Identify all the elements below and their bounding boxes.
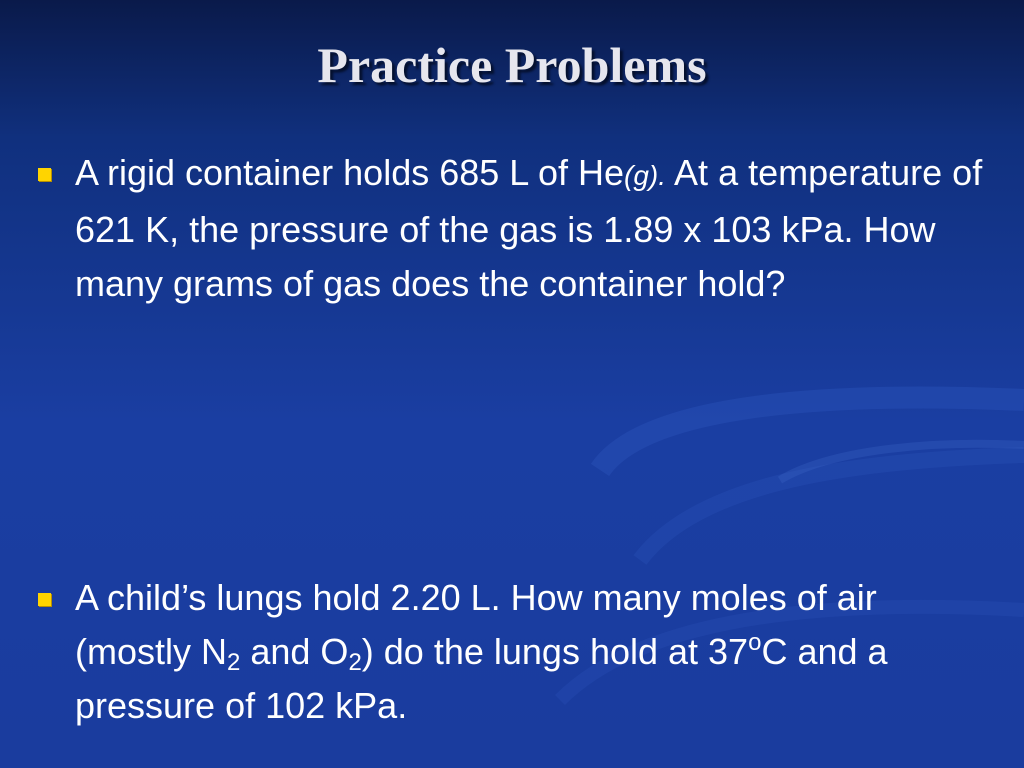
bullet-text — [75, 571, 992, 733]
bullet-item-helium-problem — [32, 146, 992, 311]
subscript: 2 — [227, 649, 241, 676]
text-run: A rigid container holds 685 L of He — [75, 152, 625, 193]
text-run: ) do the lungs hold at 37 — [361, 631, 749, 672]
bullet-square-icon — [38, 168, 51, 181]
bullet-item-lungs-problem — [32, 571, 992, 733]
slide-title: Practice Problems — [317, 37, 707, 93]
text-run: and O — [240, 631, 349, 672]
subscript: 2 — [348, 649, 362, 676]
degree-superscript: o — [748, 629, 762, 656]
text-run: A child’s lungs hold 2.20 L. How many moles of air (mostly N — [75, 577, 877, 672]
state-symbol: (g). — [624, 160, 667, 191]
bullet-square-icon — [38, 593, 51, 606]
text-run: C and a pressure of 102 kPa. — [75, 631, 888, 726]
text-run: At a temperature of 621 K, the pressure of the gas is 1.89 x 103 kPa. How many grams of gas does the container hold? — [75, 152, 983, 304]
bullet-text — [75, 146, 992, 311]
